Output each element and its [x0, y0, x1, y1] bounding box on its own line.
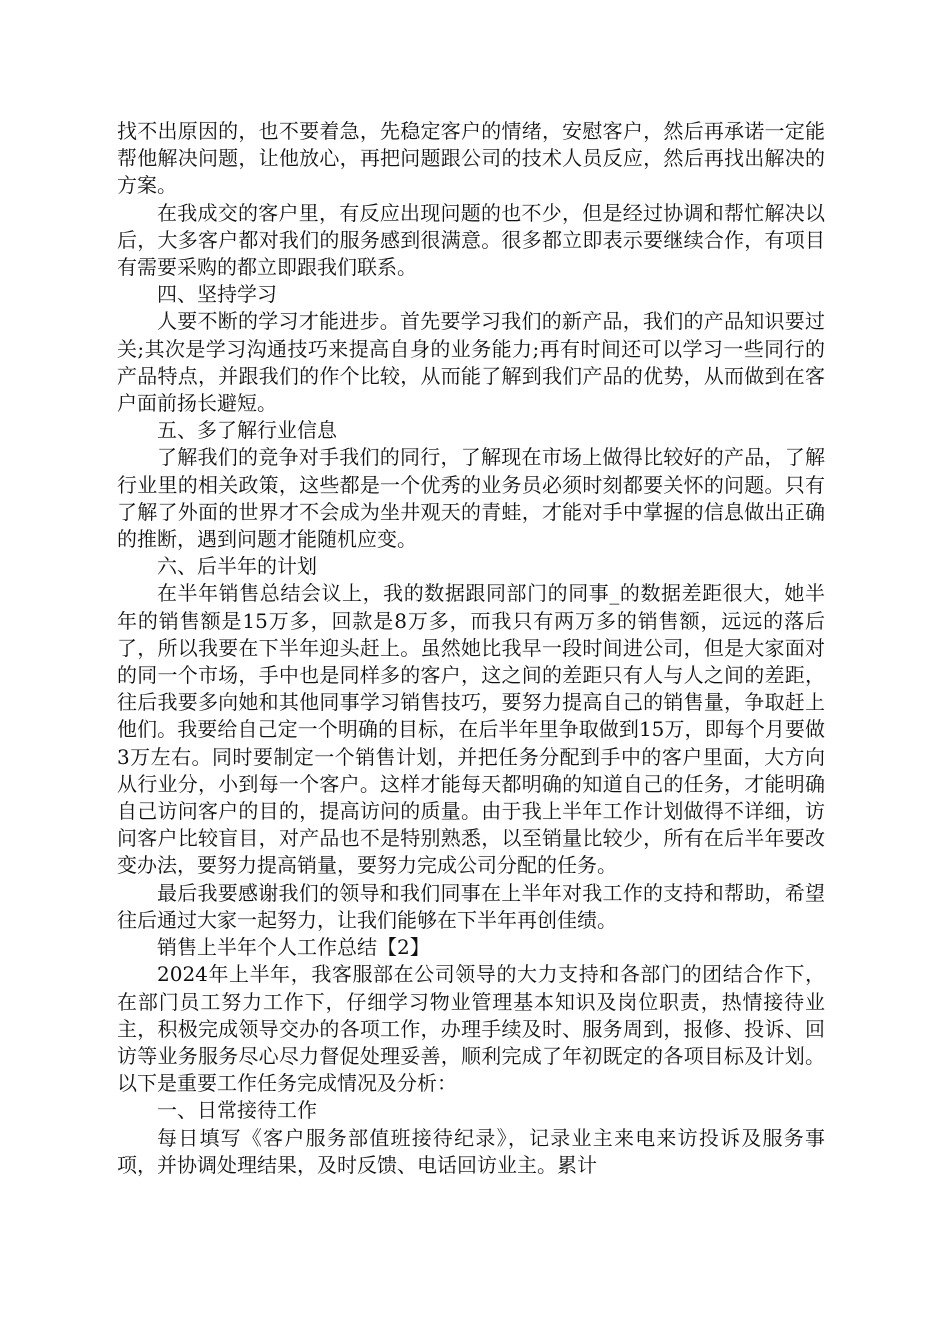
paragraph-7: 2024年上半年，我客服部在公司领导的大力支持和各部门的团结合作下，在部门员工努力工作下，仔细学习物业管理基本知识及岗位职责，热情接待业主，积极完成领导交办的各项工作，办理手续及时、服务周到，报修、投诉、回访等业务服务尽心尽力督促处理妥善，顺利完成了年初既定的各项目标及计划。以下是重要工作任务完成情况及分析： — [117, 962, 825, 1096]
paragraph-8: 每日填写《客户服务部值班接待纪录》，记录业主来电来访投诉及服务事项，并协调处理结果，及时反馈、电话回访业主。累计 — [117, 1125, 825, 1177]
article-title-2: 销售上半年个人工作总结【2】 — [157, 935, 430, 960]
paragraph-6: 最后我要感谢我们的领导和我们同事在上半年对我工作的支持和帮助，希望往后通过大家一起努力，让我们能够在下半年再创佳绩。 — [117, 880, 825, 932]
paragraph-1: 找不出原因的，也不要着急，先稳定客户的情绪，安慰客户，然后再承诺一定能帮他解决问题，让他放心，再把问题跟公司的技术人员反应，然后再找出解决的方案。 — [117, 119, 825, 198]
section-heading-4: 四、坚持学习 — [157, 282, 277, 307]
section-heading-5: 五、多了解行业信息 — [157, 418, 337, 443]
paragraph-5: 在半年销售总结会议上，我的数据跟同部门的同事_的数据差距很大，她半年的销售额是15万多，回款是8万多，而我只有两万多的销售额，远远的落后了，所以我要在下半年迎头赶上。虽然她比我早一段时间进公司，但是大家面对的同一个市场，手中也是同样多的客户，这之间的差距只有人与人之间的差距，往后我要多向她和其他同事学习销售技巧，要努力提高自己的销售量，争取赶上他们。我要给自己定一个明确的目标，在后半年里争取做到15万，即每个月要做3万左右。同时要制定一个销售计划，并把任务分配到手中的客户里面，大方向从行业分，小到每一个客户。这样才能每天都明确的知道自己的任务，才能明确自己访问客户的目的，提高访问的质量。由于我上半年工作计划做得不详细，访问客户比较盲目，对产品也不是特别熟悉，以至销量比较少，所有在后半年要改变办法，要努力提高销量，要努力完成公司分配的任务。 — [117, 581, 825, 878]
paragraph-2: 在我成交的客户里，有反应出现问题的也不少，但是经过协调和帮忙解决以后，大多客户都对我们的服务感到很满意。很多都立即表示要继续合作，有项目有需要采购的都立即跟我们联系。 — [117, 200, 825, 280]
paragraph-4: 了解我们的竞争对手我们的同行，了解现在市场上做得比较好的产品，了解行业里的相关政策，这些都是一个优秀的业务员必须时刻都要关怀的问题。只有了解了外面的世界才不会成为坐井观天的青蛙，才能对手中掌握的信息做出正确的推断，遇到问题才能随机应变。 — [117, 445, 825, 552]
section-heading-1: 一、日常接待工作 — [157, 1098, 317, 1123]
document-body — [117, 118, 825, 1179]
paragraph-3: 人要不断的学习才能进步。首先要学习我们的新产品，我们的产品知识要过关;其次是学习沟通技巧来提高自身的业务能力;再有时间还可以学习一些同行的产品特点，并跟我们的作个比较，从而能了解到我们产品的优势，从而做到在客户面前扬长避短。 — [117, 309, 825, 416]
section-heading-6: 六、后半年的计划 — [157, 554, 317, 579]
